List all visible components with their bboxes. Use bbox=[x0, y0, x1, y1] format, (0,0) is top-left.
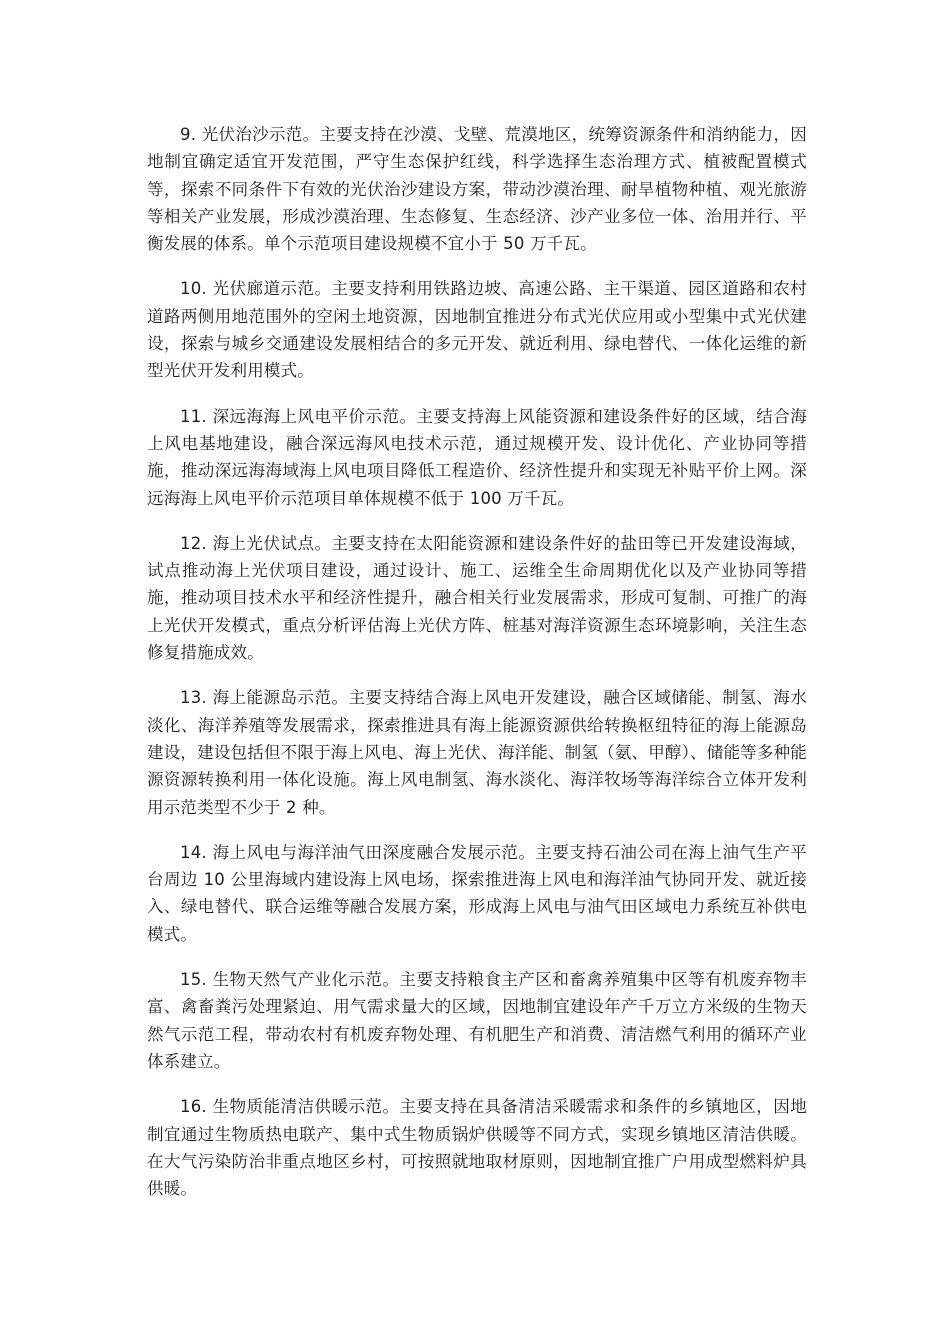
paragraph-item-12: 12. 海上光伏试点。主要支持在太阳能资源和建设条件好的盐田等已开发建设海域，试点推动海上光伏项目建设，通过设计、施工、运维全生命周期优化以及产业协同等措施，推动项目技术水平和经济性提升，融合相关行业发展需求，形成可复制、可推广的海上光伏开发模式，重点分析评估海上光伏方阵、桩基对海洋资源生态环境影响，关注生态修复措施成效。 bbox=[147, 533, 807, 663]
paragraph-item-15: 15. 生物天然气产业化示范。主要支持粮食主产区和畜禽养殖集中区等有机废弃物丰富、禽畜粪污处理紧迫、用气需求量大的区域，因地制宜建设年产千万立方米级的生物天然气示范工程，带动农村有机废弃物处理、有机肥生产和消费、清洁燃气利用的循环产业体系建立。 bbox=[147, 970, 807, 1071]
paragraph-item-14: 14. 海上风电与海洋油气田深度融合发展示范。主要支持石油公司在海上油气生产平台周边 10 公里海域内建设海上风电场，探索推进海上风电和海洋油气协同开发、就近接入、绿电替代、联合运维等融合发展方案，形成海上风电与油气田区域电力系统互补供电模式。 bbox=[147, 842, 807, 944]
paragraph-item-10: 10. 光伏廊道示范。主要支持利用铁路边坡、高速公路、主干渠道、园区道路和农村道路两侧用地范围外的空闲土地资源，因地制宜推进分布式光伏应用或小型集中式光伏建设，探索与城乡交通建设发展相结合的多元开发、就近利用、绿电替代、一体化运维的新型光伏开发利用模式。 bbox=[147, 279, 807, 381]
paragraph-item-9: 9. 光伏治沙示范。主要支持在沙漠、戈壁、荒漠地区，统筹资源条件和消纳能力，因地制宜确定适宜开发范围，严守生态保护红线，科学选择生态治理方式、植被配置模式等，探索不同条件下有效的光伏治沙建设方案，带动沙漠治理、耐旱植物种植、观光旅游等相关产业发展，形成沙漠治理、生态修复、生态经济、沙产业多位一体、治用并行、平衡发展的体系。单个示范项目建设规模不宜小于 50 万千瓦。 bbox=[147, 125, 807, 254]
paragraph-item-13: 13. 海上能源岛示范。主要支持结合海上风电开发建设，融合区域储能、制氢、海水淡化、海洋养殖等发展需求，探索推进具有海上能源资源供给转换枢纽特征的海上能源岛建设，建设包括但不限于海上风电、海上光伏、海洋能、制氢（氨、甲醇）、储能等多种能源资源转换利用一体化设施。海上风电制氢、海水淡化、海洋牧场等海洋综合立体开发利用示范类型不少于 2 种。 bbox=[147, 688, 807, 817]
paragraph-item-16: 16. 生物质能清洁供暖示范。主要支持在具备清洁采暖需求和条件的乡镇地区，因地制宜通过生物质热电联产、集中式生物质锅炉供暖等不同方式，实现乡镇地区清洁供暖。在大气污染防治非重点地区乡村，可按照就地取材原则，因地制宜推广户用成型燃料炉具供暖。 bbox=[147, 1097, 807, 1199]
paragraph-item-11: 11. 深远海海上风电平价示范。主要支持海上风能资源和建设条件好的区域，结合海上风电基地建设，融合深远海风电技术示范，通过规模开发、设计优化、产业协同等措施，推动深远海海域海上风电项目降低工程造价、经济性提升和实现无补贴平价上网。深远海海上风电平价示范项目单体规模不低于 100 万千瓦。 bbox=[147, 406, 807, 508]
document-body bbox=[147, 121, 807, 1220]
